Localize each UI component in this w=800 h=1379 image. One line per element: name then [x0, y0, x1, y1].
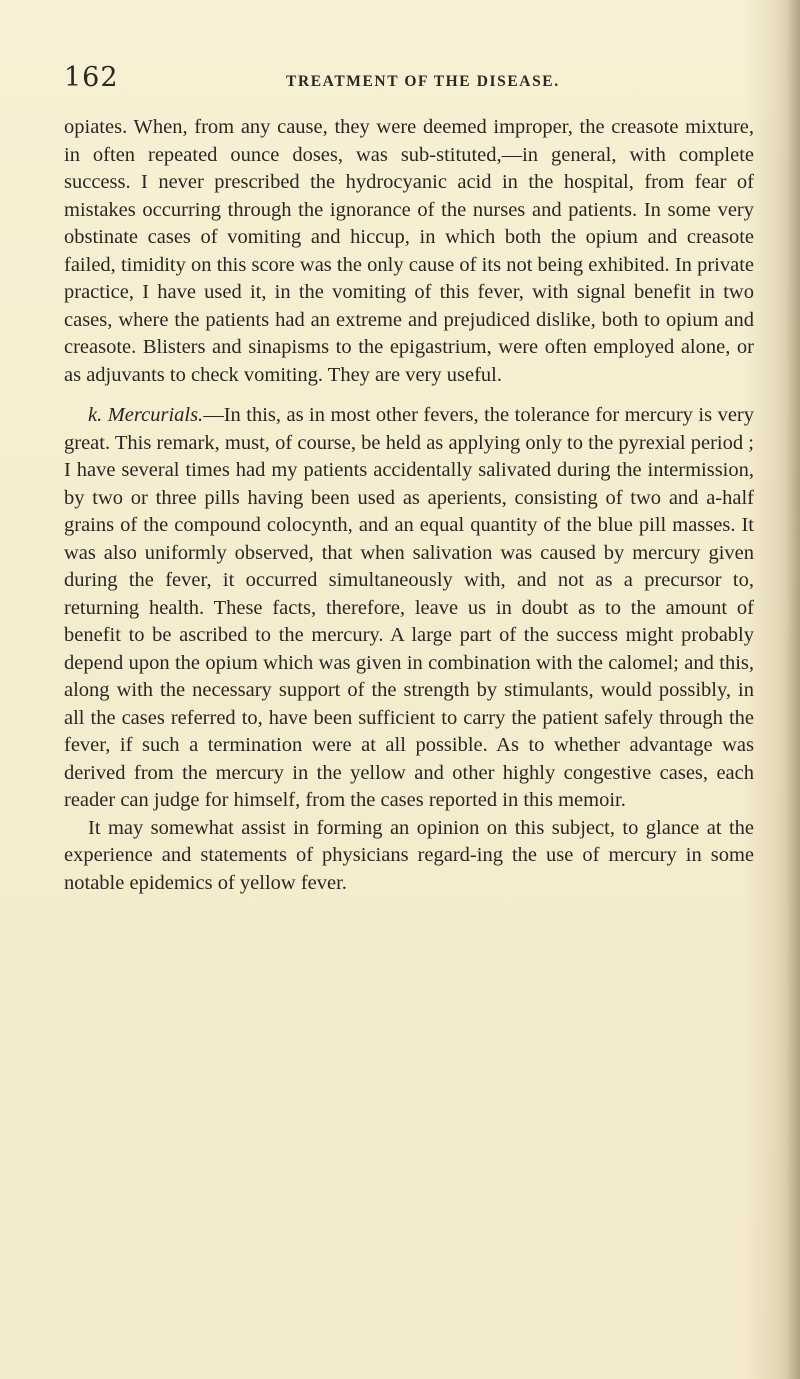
paragraph-opiates	[64, 114, 754, 389]
running-head: TREATMENT OF THE DISEASE.	[286, 73, 560, 90]
paragraph-mercurials	[64, 402, 754, 815]
paragraph-text: It may somewhat assist in forming an opinion on this subject, to glance at the experience and statements of physicians regard-ing the use of mercury in some notable epidemics of yellow fever.	[64, 816, 754, 894]
page-header	[64, 62, 754, 102]
section-letter: k.	[88, 404, 103, 426]
paragraph-text: —In this, as in most other fevers, the tolerance for mercury is very great. This remark, must, of course, be held as applying only to the pyrexial period ; I have several times had my patients accidentally salivated during the intermission, by two or three pills having been used as aperients, consisting of two and a-half grains of the compound colocynth, and an equal quantity of the blue pill masses. It was also uniformly observed, that when salivation was caused by mercury given during the fever, it occurred simultaneously with, and not as a precursor to, returning health. These facts, therefore, leave us in doubt as to the amount of benefit to be ascribed to the mercury. A large part of the success might probably depend upon the opium which was given in combination with the calomel; and this, along with the necessary support of the strength by stimulants, would possibly, in all the cases referred to, have been sufficient to carry the patient safely through the fever, if such a termination were at all possible. As to whether advantage was derived from the mercury in the yellow and other highly congestive cases, each reader can judge for himself, from the cases reported in this memoir.	[64, 404, 754, 811]
body-text	[64, 114, 754, 897]
paragraph-experience	[64, 815, 754, 898]
paragraph-text: opiates. When, from any cause, they were deemed improper, the creasote mixture, in often repeated ounce doses, was sub-stituted,—in general, with complete success. I never prescribed the hydrocyanic acid in the hospital, from fear of mistakes occurring through the ignorance of the nurses and patients. In some very obstinate cases of vomiting and hiccup, in which both the opium and creasote failed, timidity on this score was the only cause of its not being exhibited. In private practice, I have used it, in the vomiting of this fever, with signal benefit in two cases, where the patients had an extreme and prejudiced dislike, both to opium and creasote. Blisters and sinapisms to the epigastrium, were often employed alone, or as adjuvants to check vomiting. They are very useful.	[64, 116, 754, 386]
section-title: Mercurials.	[107, 404, 204, 426]
page-number: 162	[64, 62, 119, 93]
page-edge-shadow	[786, 0, 800, 1379]
